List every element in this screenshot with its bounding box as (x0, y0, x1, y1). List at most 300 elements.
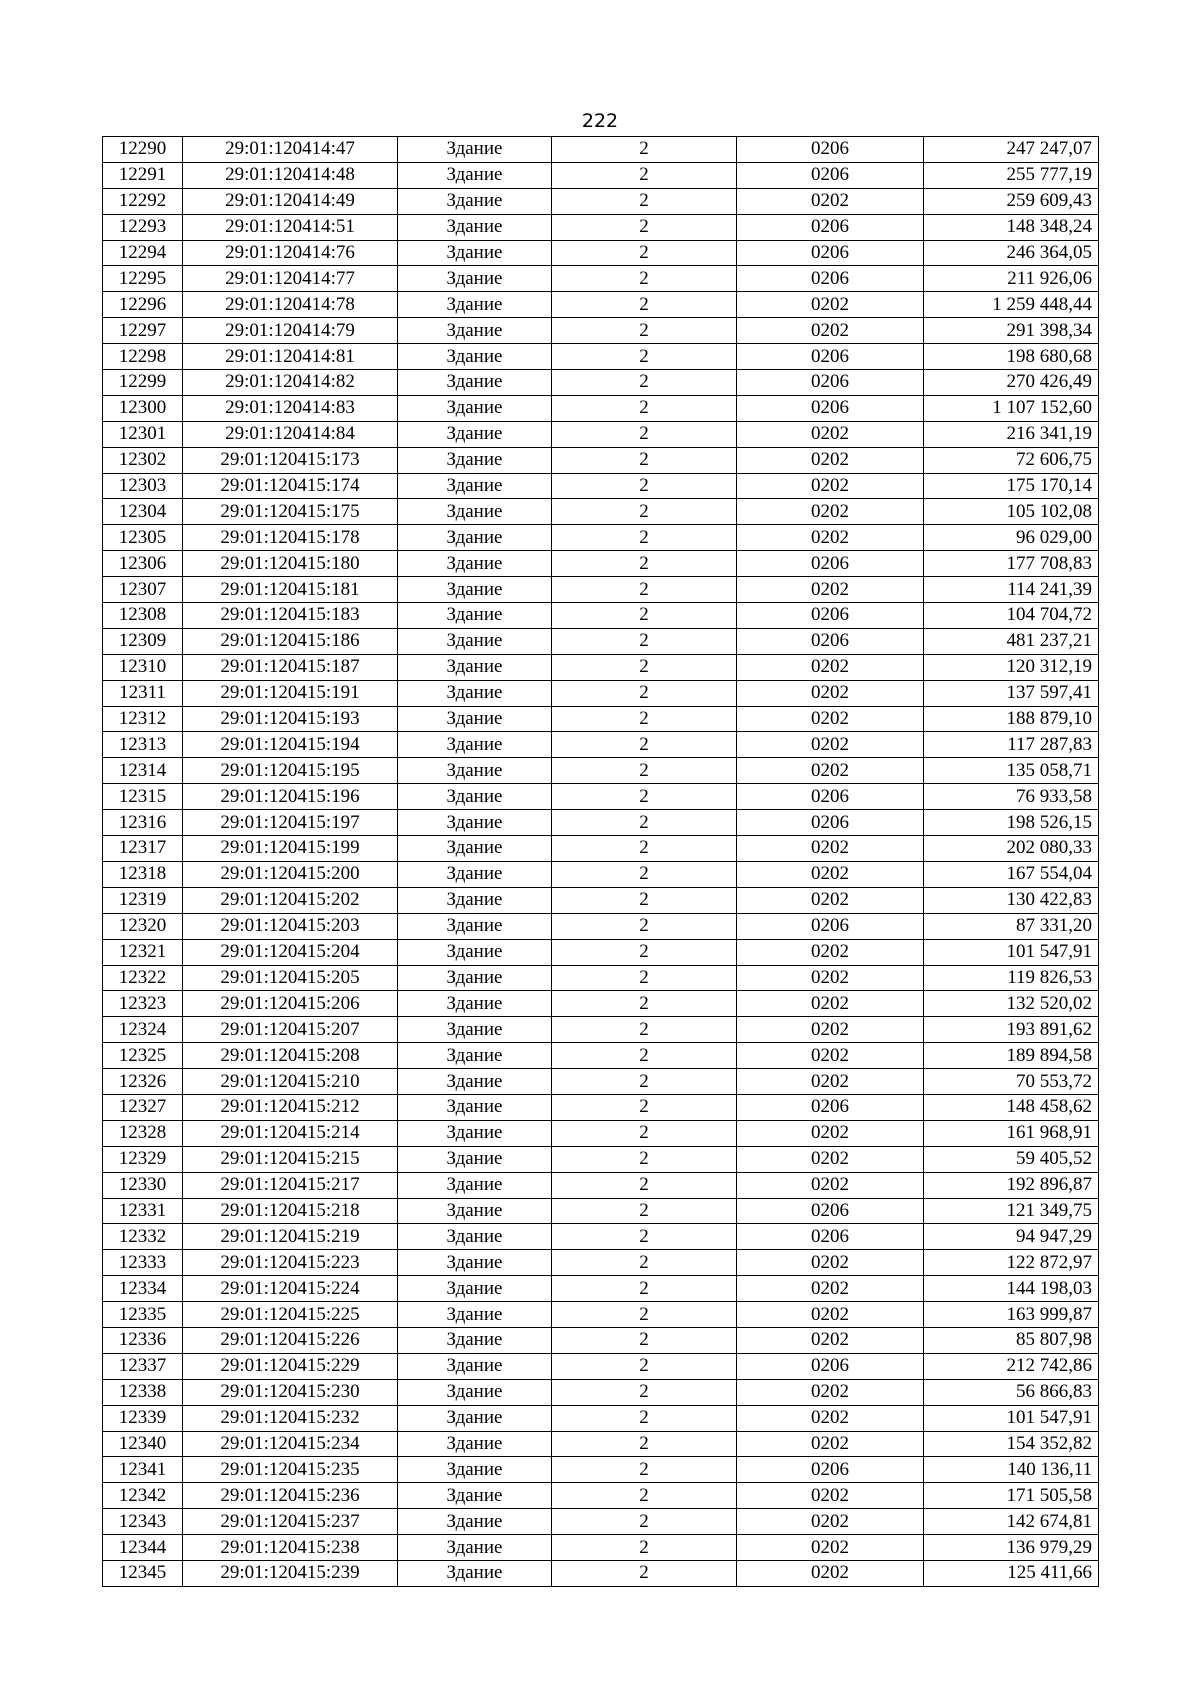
group-cell: 2 (552, 1224, 737, 1250)
cadastral-number-cell: 29:01:120414:83 (183, 395, 398, 421)
object-type-cell: Здание (398, 965, 552, 991)
code-cell: 0202 (737, 318, 924, 344)
object-type-cell: Здание (398, 499, 552, 525)
cadastral-value-cell: 192 896,87 (924, 1172, 1099, 1198)
cadastral-value-cell: 154 352,82 (924, 1431, 1099, 1457)
group-cell: 2 (552, 1509, 737, 1535)
code-cell: 0202 (737, 473, 924, 499)
cadastral-value-cell: 175 170,14 (924, 473, 1099, 499)
record-number-cell: 12324 (103, 1017, 183, 1043)
group-cell: 2 (552, 939, 737, 965)
group-cell: 2 (552, 1120, 737, 1146)
cadastral-value-cell: 114 241,39 (924, 577, 1099, 603)
object-type-cell: Здание (398, 1146, 552, 1172)
cadastral-value-cell: 132 520,02 (924, 991, 1099, 1017)
object-type-cell: Здание (398, 732, 552, 758)
cadastral-number-cell: 29:01:120415:196 (183, 784, 398, 810)
cadastral-number-cell: 29:01:120415:224 (183, 1276, 398, 1302)
code-cell: 0202 (737, 525, 924, 551)
group-cell: 2 (552, 318, 737, 344)
group-cell: 2 (552, 1094, 737, 1120)
record-number-cell: 12340 (103, 1431, 183, 1457)
code-cell: 0206 (737, 1353, 924, 1379)
record-number-cell: 12331 (103, 1198, 183, 1224)
code-cell: 0202 (737, 680, 924, 706)
code-cell: 0202 (737, 1069, 924, 1095)
cadastral-number-cell: 29:01:120415:195 (183, 758, 398, 784)
object-type-cell: Здание (398, 1276, 552, 1302)
group-cell: 2 (552, 395, 737, 421)
cadastral-number-cell: 29:01:120415:207 (183, 1017, 398, 1043)
record-number-cell: 12334 (103, 1276, 183, 1302)
object-type-cell: Здание (398, 784, 552, 810)
group-cell: 2 (552, 188, 737, 214)
cadastral-value-cell: 148 348,24 (924, 214, 1099, 240)
code-cell: 0206 (737, 240, 924, 266)
object-type-cell: Здание (398, 395, 552, 421)
cadastral-value-cell: 270 426,49 (924, 370, 1099, 396)
code-cell: 0206 (737, 1094, 924, 1120)
group-cell: 2 (552, 810, 737, 836)
object-type-cell: Здание (398, 1120, 552, 1146)
table-row (103, 188, 1099, 214)
table-row (103, 1431, 1099, 1457)
group-cell: 2 (552, 1431, 737, 1457)
object-type-cell: Здание (398, 1353, 552, 1379)
code-cell: 0202 (737, 654, 924, 680)
group-cell: 2 (552, 525, 737, 551)
table-row (103, 706, 1099, 732)
record-number-cell: 12320 (103, 913, 183, 939)
group-cell: 2 (552, 214, 737, 240)
table-row (103, 628, 1099, 654)
cadastral-value-cell: 481 237,21 (924, 628, 1099, 654)
group-cell: 2 (552, 1327, 737, 1353)
cadastral-value-cell: 161 968,91 (924, 1120, 1099, 1146)
code-cell: 0206 (737, 395, 924, 421)
table-row (103, 1224, 1099, 1250)
cadastral-number-cell: 29:01:120415:199 (183, 836, 398, 862)
object-type-cell: Здание (398, 1043, 552, 1069)
table-row (103, 214, 1099, 240)
object-type-cell: Здание (398, 1094, 552, 1120)
table-row (103, 551, 1099, 577)
code-cell: 0202 (737, 421, 924, 447)
code-cell: 0206 (737, 266, 924, 292)
record-number-cell: 12296 (103, 292, 183, 318)
cadastral-value-cell: 216 341,19 (924, 421, 1099, 447)
cadastral-value-cell: 59 405,52 (924, 1146, 1099, 1172)
cadastral-number-cell: 29:01:120414:77 (183, 266, 398, 292)
cadastral-value-cell: 104 704,72 (924, 603, 1099, 629)
code-cell: 0206 (737, 162, 924, 188)
table-row (103, 1327, 1099, 1353)
cadastral-number-cell: 29:01:120415:193 (183, 706, 398, 732)
group-cell: 2 (552, 1405, 737, 1431)
code-cell: 0202 (737, 887, 924, 913)
cadastral-number-cell: 29:01:120415:204 (183, 939, 398, 965)
record-number-cell: 12307 (103, 577, 183, 603)
cadastral-number-cell: 29:01:120414:47 (183, 137, 398, 163)
object-type-cell: Здание (398, 292, 552, 318)
cadastral-number-cell: 29:01:120414:49 (183, 188, 398, 214)
cadastral-value-cell: 163 999,87 (924, 1302, 1099, 1328)
group-cell: 2 (552, 1250, 737, 1276)
record-number-cell: 12305 (103, 525, 183, 551)
cadastral-value-cell: 121 349,75 (924, 1198, 1099, 1224)
cadastral-value-cell: 144 198,03 (924, 1276, 1099, 1302)
group-cell: 2 (552, 732, 737, 758)
record-number-cell: 12321 (103, 939, 183, 965)
code-cell: 0206 (737, 913, 924, 939)
cadastral-number-cell: 29:01:120415:210 (183, 1069, 398, 1095)
cadastral-value-cell: 120 312,19 (924, 654, 1099, 680)
cadastral-number-cell: 29:01:120415:215 (183, 1146, 398, 1172)
table-row (103, 1483, 1099, 1509)
cadastral-number-cell: 29:01:120415:232 (183, 1405, 398, 1431)
cadastral-number-cell: 29:01:120415:229 (183, 1353, 398, 1379)
group-cell: 2 (552, 654, 737, 680)
table-row (103, 1509, 1099, 1535)
group-cell: 2 (552, 1535, 737, 1561)
object-type-cell: Здание (398, 887, 552, 913)
record-number-cell: 12291 (103, 162, 183, 188)
group-cell: 2 (552, 1483, 737, 1509)
code-cell: 0202 (737, 706, 924, 732)
record-number-cell: 12304 (103, 499, 183, 525)
record-number-cell: 12323 (103, 991, 183, 1017)
code-cell: 0202 (737, 1431, 924, 1457)
object-type-cell: Здание (398, 551, 552, 577)
cadastral-number-cell: 29:01:120415:203 (183, 913, 398, 939)
group-cell: 2 (552, 1379, 737, 1405)
cadastral-value-cell: 137 597,41 (924, 680, 1099, 706)
group-cell: 2 (552, 1560, 737, 1586)
cadastral-value-cell: 130 422,83 (924, 887, 1099, 913)
object-type-cell: Здание (398, 1017, 552, 1043)
object-type-cell: Здание (398, 1198, 552, 1224)
group-cell: 2 (552, 1146, 737, 1172)
record-number-cell: 12297 (103, 318, 183, 344)
record-number-cell: 12327 (103, 1094, 183, 1120)
object-type-cell: Здание (398, 447, 552, 473)
cadastral-value-cell: 193 891,62 (924, 1017, 1099, 1043)
object-type-cell: Здание (398, 1405, 552, 1431)
group-cell: 2 (552, 1043, 737, 1069)
record-number-cell: 12290 (103, 137, 183, 163)
code-cell: 0206 (737, 784, 924, 810)
group-cell: 2 (552, 784, 737, 810)
record-number-cell: 12330 (103, 1172, 183, 1198)
code-cell: 0202 (737, 1043, 924, 1069)
cadastral-value-cell: 125 411,66 (924, 1560, 1099, 1586)
table-row (103, 499, 1099, 525)
group-cell: 2 (552, 577, 737, 603)
cadastral-number-cell: 29:01:120415:194 (183, 732, 398, 758)
code-cell: 0206 (737, 137, 924, 163)
cadastral-value-cell: 122 872,97 (924, 1250, 1099, 1276)
table-row (103, 447, 1099, 473)
record-number-cell: 12303 (103, 473, 183, 499)
code-cell: 0202 (737, 1509, 924, 1535)
code-cell: 0202 (737, 861, 924, 887)
cadastral-value-cell: 198 680,68 (924, 344, 1099, 370)
cadastral-value-cell: 246 364,05 (924, 240, 1099, 266)
table-row (103, 421, 1099, 447)
group-cell: 2 (552, 240, 737, 266)
cadastral-number-cell: 29:01:120415:237 (183, 1509, 398, 1535)
code-cell: 0202 (737, 447, 924, 473)
cadastral-number-cell: 29:01:120415:226 (183, 1327, 398, 1353)
code-cell: 0202 (737, 1405, 924, 1431)
group-cell: 2 (552, 706, 737, 732)
record-number-cell: 12328 (103, 1120, 183, 1146)
cadastral-value-cell: 87 331,20 (924, 913, 1099, 939)
cadastral-number-cell: 29:01:120415:173 (183, 447, 398, 473)
group-cell: 2 (552, 266, 737, 292)
object-type-cell: Здание (398, 421, 552, 447)
record-number-cell: 12332 (103, 1224, 183, 1250)
object-type-cell: Здание (398, 654, 552, 680)
group-cell: 2 (552, 473, 737, 499)
table-row (103, 577, 1099, 603)
table-row (103, 318, 1099, 344)
cadastral-value-cell: 117 287,83 (924, 732, 1099, 758)
cadastral-value-cell: 101 547,91 (924, 1405, 1099, 1431)
table-row (103, 1069, 1099, 1095)
table-row (103, 991, 1099, 1017)
cadastral-number-cell: 29:01:120415:235 (183, 1457, 398, 1483)
object-type-cell: Здание (398, 188, 552, 214)
cadastral-value-cell: 70 553,72 (924, 1069, 1099, 1095)
cadastral-value-cell: 85 807,98 (924, 1327, 1099, 1353)
cadastral-number-cell: 29:01:120415:178 (183, 525, 398, 551)
code-cell: 0206 (737, 214, 924, 240)
object-type-cell: Здание (398, 473, 552, 499)
table-row (103, 1198, 1099, 1224)
cadastral-value-cell: 167 554,04 (924, 861, 1099, 887)
code-cell: 0202 (737, 1483, 924, 1509)
cadastral-number-cell: 29:01:120415:200 (183, 861, 398, 887)
cadastral-number-cell: 29:01:120415:236 (183, 1483, 398, 1509)
code-cell: 0202 (737, 939, 924, 965)
object-type-cell: Здание (398, 344, 552, 370)
record-number-cell: 12326 (103, 1069, 183, 1095)
table-row (103, 603, 1099, 629)
group-cell: 2 (552, 836, 737, 862)
record-number-cell: 12308 (103, 603, 183, 629)
cadastral-value-cell: 202 080,33 (924, 836, 1099, 862)
group-cell: 2 (552, 758, 737, 784)
table-row (103, 1405, 1099, 1431)
table-row (103, 1353, 1099, 1379)
cadastral-value-cell: 188 879,10 (924, 706, 1099, 732)
code-cell: 0202 (737, 1146, 924, 1172)
object-type-cell: Здание (398, 525, 552, 551)
cadastral-value-cell: 1 259 448,44 (924, 292, 1099, 318)
cadastral-number-cell: 29:01:120414:51 (183, 214, 398, 240)
code-cell: 0206 (737, 628, 924, 654)
cadastral-number-cell: 29:01:120414:84 (183, 421, 398, 447)
object-type-cell: Здание (398, 1457, 552, 1483)
code-cell: 0202 (737, 1017, 924, 1043)
record-number-cell: 12299 (103, 370, 183, 396)
cadastral-value-cell: 140 136,11 (924, 1457, 1099, 1483)
group-cell: 2 (552, 344, 737, 370)
record-number-cell: 12339 (103, 1405, 183, 1431)
code-cell: 0202 (737, 1535, 924, 1561)
cadastral-value-cell: 212 742,86 (924, 1353, 1099, 1379)
table-row (103, 836, 1099, 862)
cadastral-number-cell: 29:01:120415:223 (183, 1250, 398, 1276)
cadastral-number-cell: 29:01:120415:197 (183, 810, 398, 836)
code-cell: 0202 (737, 732, 924, 758)
record-number-cell: 12343 (103, 1509, 183, 1535)
table-row (103, 1535, 1099, 1561)
table-row (103, 913, 1099, 939)
table-row (103, 1120, 1099, 1146)
code-cell: 0206 (737, 1224, 924, 1250)
object-type-cell: Здание (398, 939, 552, 965)
cadastral-value-cell: 291 398,34 (924, 318, 1099, 344)
cadastral-number-cell: 29:01:120414:78 (183, 292, 398, 318)
table-row (103, 861, 1099, 887)
cadastral-number-cell: 29:01:120415:212 (183, 1094, 398, 1120)
table-row (103, 292, 1099, 318)
table-row (103, 1043, 1099, 1069)
object-type-cell: Здание (398, 240, 552, 266)
table-row (103, 810, 1099, 836)
cadastral-number-cell: 29:01:120414:79 (183, 318, 398, 344)
record-number-cell: 12318 (103, 861, 183, 887)
registry-table (102, 136, 1099, 1587)
object-type-cell: Здание (398, 1327, 552, 1353)
cadastral-number-cell: 29:01:120415:186 (183, 628, 398, 654)
table-row (103, 1276, 1099, 1302)
table-row (103, 965, 1099, 991)
cadastral-number-cell: 29:01:120415:174 (183, 473, 398, 499)
cadastral-number-cell: 29:01:120414:82 (183, 370, 398, 396)
cadastral-value-cell: 72 606,75 (924, 447, 1099, 473)
cadastral-number-cell: 29:01:120415:180 (183, 551, 398, 577)
record-number-cell: 12313 (103, 732, 183, 758)
object-type-cell: Здание (398, 137, 552, 163)
group-cell: 2 (552, 137, 737, 163)
group-cell: 2 (552, 1198, 737, 1224)
record-number-cell: 12310 (103, 654, 183, 680)
record-number-cell: 12295 (103, 266, 183, 292)
table-row (103, 1379, 1099, 1405)
code-cell: 0206 (737, 603, 924, 629)
object-type-cell: Здание (398, 370, 552, 396)
group-cell: 2 (552, 1069, 737, 1095)
cadastral-number-cell: 29:01:120415:202 (183, 887, 398, 913)
cadastral-number-cell: 29:01:120415:183 (183, 603, 398, 629)
cadastral-number-cell: 29:01:120415:205 (183, 965, 398, 991)
group-cell: 2 (552, 991, 737, 1017)
group-cell: 2 (552, 551, 737, 577)
code-cell: 0202 (737, 292, 924, 318)
table-row (103, 137, 1099, 163)
object-type-cell: Здание (398, 1379, 552, 1405)
cadastral-number-cell: 29:01:120415:225 (183, 1302, 398, 1328)
record-number-cell: 12314 (103, 758, 183, 784)
code-cell: 0206 (737, 1198, 924, 1224)
cadastral-value-cell: 1 107 152,60 (924, 395, 1099, 421)
table-row (103, 395, 1099, 421)
table-row (103, 240, 1099, 266)
group-cell: 2 (552, 887, 737, 913)
group-cell: 2 (552, 913, 737, 939)
code-cell: 0202 (737, 1379, 924, 1405)
code-cell: 0202 (737, 1302, 924, 1328)
code-cell: 0202 (737, 499, 924, 525)
record-number-cell: 12300 (103, 395, 183, 421)
record-number-cell: 12341 (103, 1457, 183, 1483)
object-type-cell: Здание (398, 1483, 552, 1509)
cadastral-value-cell: 94 947,29 (924, 1224, 1099, 1250)
table-row (103, 1172, 1099, 1198)
cadastral-value-cell: 247 247,07 (924, 137, 1099, 163)
object-type-cell: Здание (398, 1302, 552, 1328)
record-number-cell: 12309 (103, 628, 183, 654)
cadastral-number-cell: 29:01:120415:206 (183, 991, 398, 1017)
group-cell: 2 (552, 421, 737, 447)
object-type-cell: Здание (398, 1069, 552, 1095)
object-type-cell: Здание (398, 318, 552, 344)
group-cell: 2 (552, 680, 737, 706)
code-cell: 0202 (737, 577, 924, 603)
object-type-cell: Здание (398, 810, 552, 836)
cadastral-number-cell: 29:01:120415:217 (183, 1172, 398, 1198)
object-type-cell: Здание (398, 680, 552, 706)
object-type-cell: Здание (398, 1172, 552, 1198)
group-cell: 2 (552, 1302, 737, 1328)
cadastral-number-cell: 29:01:120415:234 (183, 1431, 398, 1457)
object-type-cell: Здание (398, 836, 552, 862)
record-number-cell: 12312 (103, 706, 183, 732)
cadastral-number-cell: 29:01:120415:191 (183, 680, 398, 706)
record-number-cell: 12338 (103, 1379, 183, 1405)
table-row (103, 344, 1099, 370)
table-row (103, 887, 1099, 913)
group-cell: 2 (552, 965, 737, 991)
cadastral-number-cell: 29:01:120415:219 (183, 1224, 398, 1250)
code-cell: 0202 (737, 1120, 924, 1146)
record-number-cell: 12306 (103, 551, 183, 577)
record-number-cell: 12311 (103, 680, 183, 706)
cadastral-value-cell: 211 926,06 (924, 266, 1099, 292)
record-number-cell: 12344 (103, 1535, 183, 1561)
record-number-cell: 12329 (103, 1146, 183, 1172)
record-number-cell: 12292 (103, 188, 183, 214)
cadastral-number-cell: 29:01:120415:187 (183, 654, 398, 680)
code-cell: 0202 (737, 965, 924, 991)
record-number-cell: 12337 (103, 1353, 183, 1379)
cadastral-number-cell: 29:01:120414:48 (183, 162, 398, 188)
cadastral-number-cell: 29:01:120415:208 (183, 1043, 398, 1069)
cadastral-value-cell: 259 609,43 (924, 188, 1099, 214)
cadastral-value-cell: 119 826,53 (924, 965, 1099, 991)
table-row (103, 784, 1099, 810)
cadastral-value-cell: 148 458,62 (924, 1094, 1099, 1120)
record-number-cell: 12315 (103, 784, 183, 810)
table-row (103, 525, 1099, 551)
object-type-cell: Здание (398, 706, 552, 732)
group-cell: 2 (552, 628, 737, 654)
cadastral-number-cell: 29:01:120414:81 (183, 344, 398, 370)
record-number-cell: 12316 (103, 810, 183, 836)
